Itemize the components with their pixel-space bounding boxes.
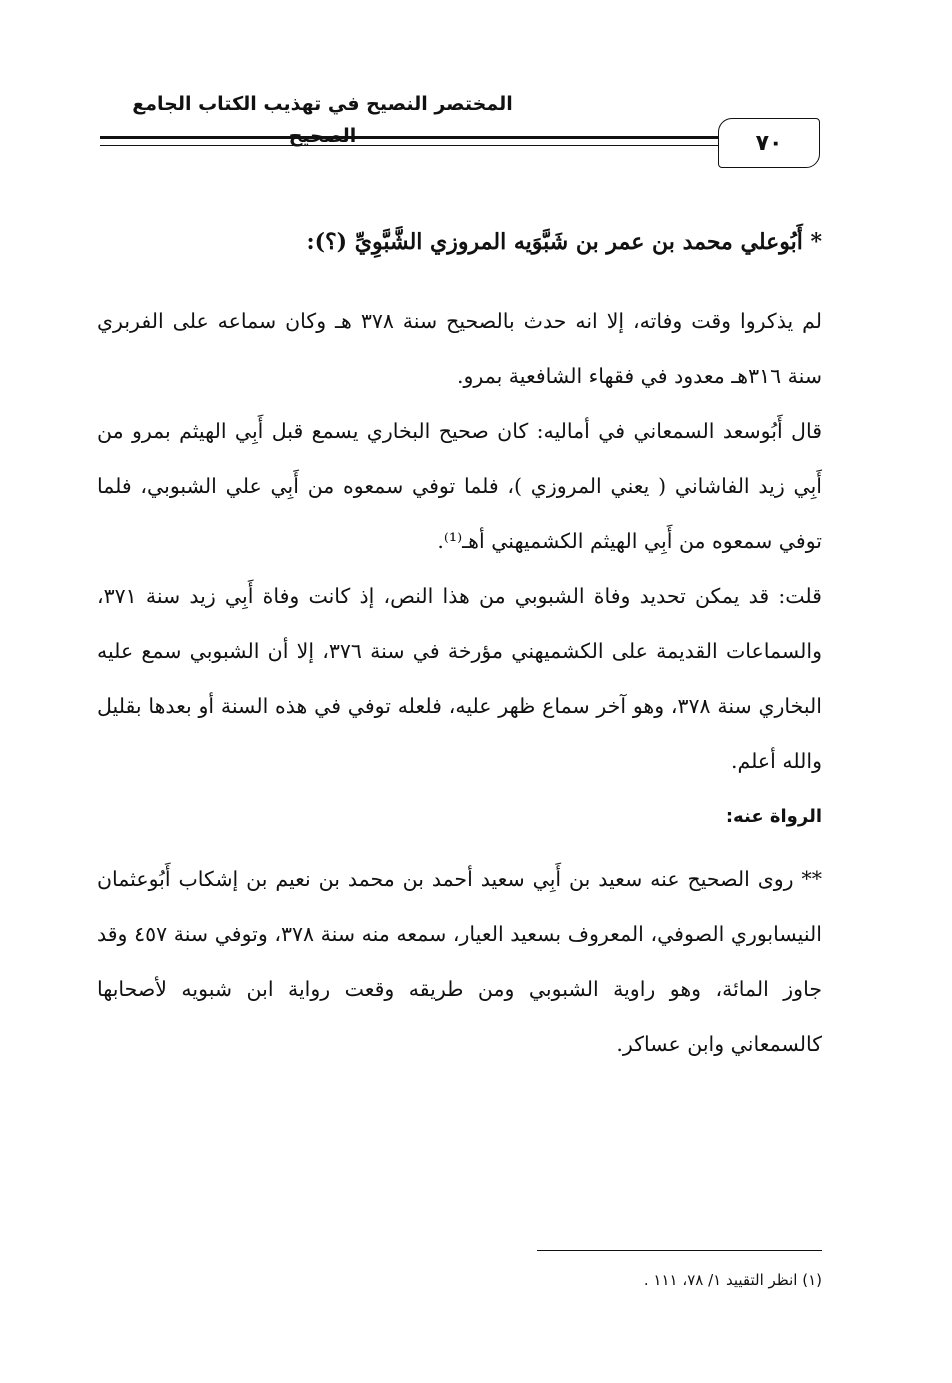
paragraph-samaani-quote: قال أَبُوسعد السمعاني في أماليه: كان صحيح البخاري يسمع قبل أَبِي الهيثم بمرو من أَبِي زيد الفاشاني ( يعني المروزي )، فلما توفي سمعوه من أَبِي علي الشبوبي، فلما توفي سمعوه من أَبِي الهيثم الكشميهني أهـ⁽¹⁾. <box>97 419 822 553</box>
narrators-heading: الرواة عنه: <box>725 806 822 827</box>
footnote-rule <box>537 1250 822 1251</box>
entry-heading: * أَبُوعلي محمد بن عمر بن شَبَّوَيه المروزي الشَّبَّوِيِّ (؟): <box>306 229 822 255</box>
running-title: المختصر النصيح في تهذيب الكتاب الجامع <box>132 93 513 115</box>
paragraph-death: لم يذكروا وقت وفاته، إلا انه حدث بالصحيح سنة ٣٧٨ هـ وكان سماعه على الفربري سنة ٣١٦هـ معدود في فقهاء الشافعية بمرو. <box>97 309 822 388</box>
footnote: (١) انظر التقييد ١/ ٧٨، ١١١ . <box>643 1271 822 1289</box>
header-rule-thick <box>100 136 718 139</box>
paragraph-author-note: قلت: قد يمكن تحديد وفاة الشبوبي من هذا النص، إذ كانت وفاة أَبِي زيد سنة ٣٧١، والسماعات القديمة على الكشميهني مؤرخة في سنة ٣٧٦، إلا أن الشبوبي سمع عليه البخاري سنة ٣٧٨، وهو آخر سماع ظهر عليه، فلعله توفي في هذه السنة أو بعدها بقليل والله أعلم. <box>97 584 822 773</box>
paragraph-narrators: ** روى الصحيح عنه سعيد بن أَبِي سعيد أحمد بن محمد بن نعيم بن إشكاب أَبُوعثمان النيسابوري الصوفي، المعروف بسعيد العيار، سمعه منه سنة ٣٧٨، وتوفي سنة ٤٥٧ وقد جاوز المائة، وهو راوية الشبوبي ومن طريقه وقعت رواية ابن شبويه لأصحابها كالسمعاني وابن عساكر. <box>97 867 822 1056</box>
page-number: ٧٠ <box>718 118 820 168</box>
header-rule-thin <box>100 145 718 146</box>
